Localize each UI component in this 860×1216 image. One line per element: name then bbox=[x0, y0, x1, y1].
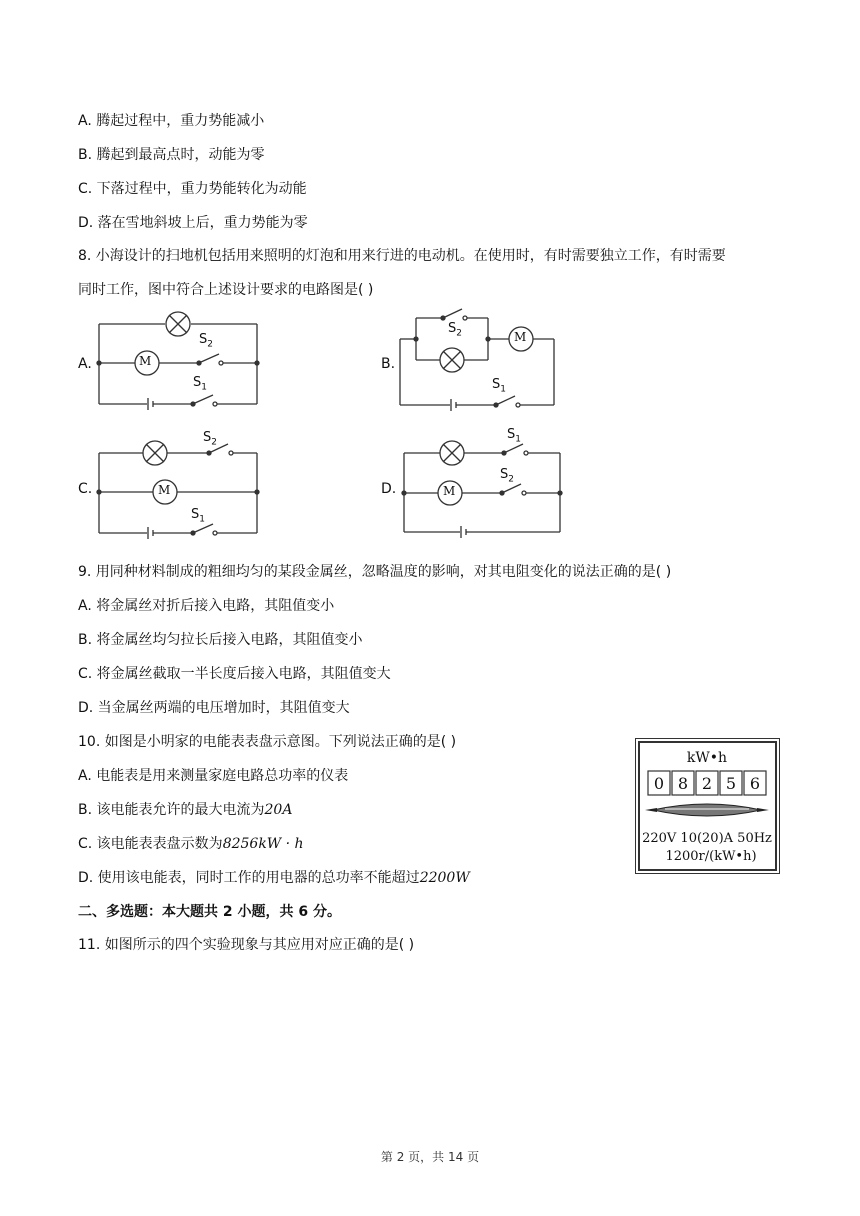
meter-constant: 1200r/(kW•h) bbox=[665, 849, 757, 864]
q7-option-d: D. 落在雪地斜坡上后，重力势能为零 bbox=[78, 215, 308, 231]
q9-option-a: A. 将金属丝对折后接入电路，其阻值变小 bbox=[78, 598, 335, 614]
switch-s1-label: $S_1$ bbox=[193, 375, 207, 393]
q11-stem: 11. 如图所示的四个实验现象与其应用对应正确的是( ) bbox=[78, 937, 415, 953]
meter-digit: 2 bbox=[701, 774, 713, 793]
q9-stem: 9. 用同种材料制成的粗细均匀的某段金属丝，忽略温度的影响，对其电阻变化的说法正确的是( ) bbox=[78, 564, 672, 580]
circuit-a-label: A. bbox=[78, 356, 92, 372]
meter-digit: 5 bbox=[725, 774, 737, 793]
q10-stem: 10. 如图是小明家的电能表表盘示意图。下列说法正确的是( ) bbox=[78, 734, 457, 750]
q7-option-a: A. 腾起过程中，重力势能减小 bbox=[78, 113, 265, 129]
motor-label: M bbox=[139, 354, 152, 368]
motor-label: M bbox=[443, 484, 456, 498]
q9-option-d: D. 当金属丝两端的电压增加时，其阻值变大 bbox=[78, 700, 350, 716]
switch-s2-label: $S_2$ bbox=[448, 321, 462, 339]
switch-s1-label: $S_1$ bbox=[492, 377, 506, 395]
section-heading: 二、多选题：本大题共 2 小题，共 6 分。 bbox=[78, 904, 341, 920]
motor-label: M bbox=[514, 330, 527, 344]
circuit-b-label: B. bbox=[381, 356, 396, 372]
q10-option-c: C. 该电能表表盘示数为8256kW · h bbox=[78, 836, 304, 852]
page-footer: 第 2 页，共 14 页 bbox=[380, 1150, 480, 1164]
circuit-d-label: D. bbox=[381, 481, 397, 497]
meter-digit: 6 bbox=[749, 774, 761, 793]
q7-option-b: B. 腾起到最高点时，动能为零 bbox=[78, 147, 265, 163]
switch-s1-label: $S_1$ bbox=[507, 427, 521, 445]
q7-option-c: C. 下落过程中，重力势能转化为动能 bbox=[78, 181, 307, 197]
q9-option-b: B. 将金属丝均匀拉长后接入电路，其阻值变小 bbox=[78, 632, 363, 648]
circuit-c-label: C. bbox=[78, 481, 93, 497]
meter-unit: kW•h bbox=[686, 750, 728, 766]
circuit-c-diagram bbox=[95, 430, 265, 540]
q9-option-c: C. 将金属丝截取一半长度后接入电路，其阻值变大 bbox=[78, 666, 391, 682]
switch-s2-label: $S_2$ bbox=[203, 430, 217, 448]
q8-stem-line1: 8. 小海设计的扫地机包括用来照明的灯泡和用来行进的电动机。在使用时，有时需要独立工作，有时需要 bbox=[78, 248, 726, 264]
circuit-b-diagram bbox=[396, 304, 561, 414]
meter-digit: 0 bbox=[653, 774, 665, 793]
circuit-a-diagram bbox=[95, 308, 265, 413]
circuit-d-diagram bbox=[396, 428, 566, 538]
meter-digit: 8 bbox=[677, 774, 689, 793]
switch-s2-label: $S_2$ bbox=[500, 467, 514, 485]
q10-option-d: D. 使用该电能表，同时工作的用电器的总功率不能超过2200W bbox=[78, 870, 470, 886]
energy-meter-figure bbox=[635, 738, 780, 874]
motor-label: M bbox=[158, 483, 171, 497]
q8-stem-line2: 同时工作，图中符合上述设计要求的电路图是( ) bbox=[78, 282, 374, 298]
switch-s2-label: $S_2$ bbox=[199, 332, 213, 350]
q10-option-a: A. 电能表是用来测量家庭电路总功率的仪表 bbox=[78, 768, 349, 784]
q10-option-b: B. 该电能表允许的最大电流为20A bbox=[78, 802, 293, 818]
switch-s1-label: $S_1$ bbox=[191, 507, 205, 525]
meter-rating: 220V 10(20)A 50Hz bbox=[642, 831, 772, 846]
